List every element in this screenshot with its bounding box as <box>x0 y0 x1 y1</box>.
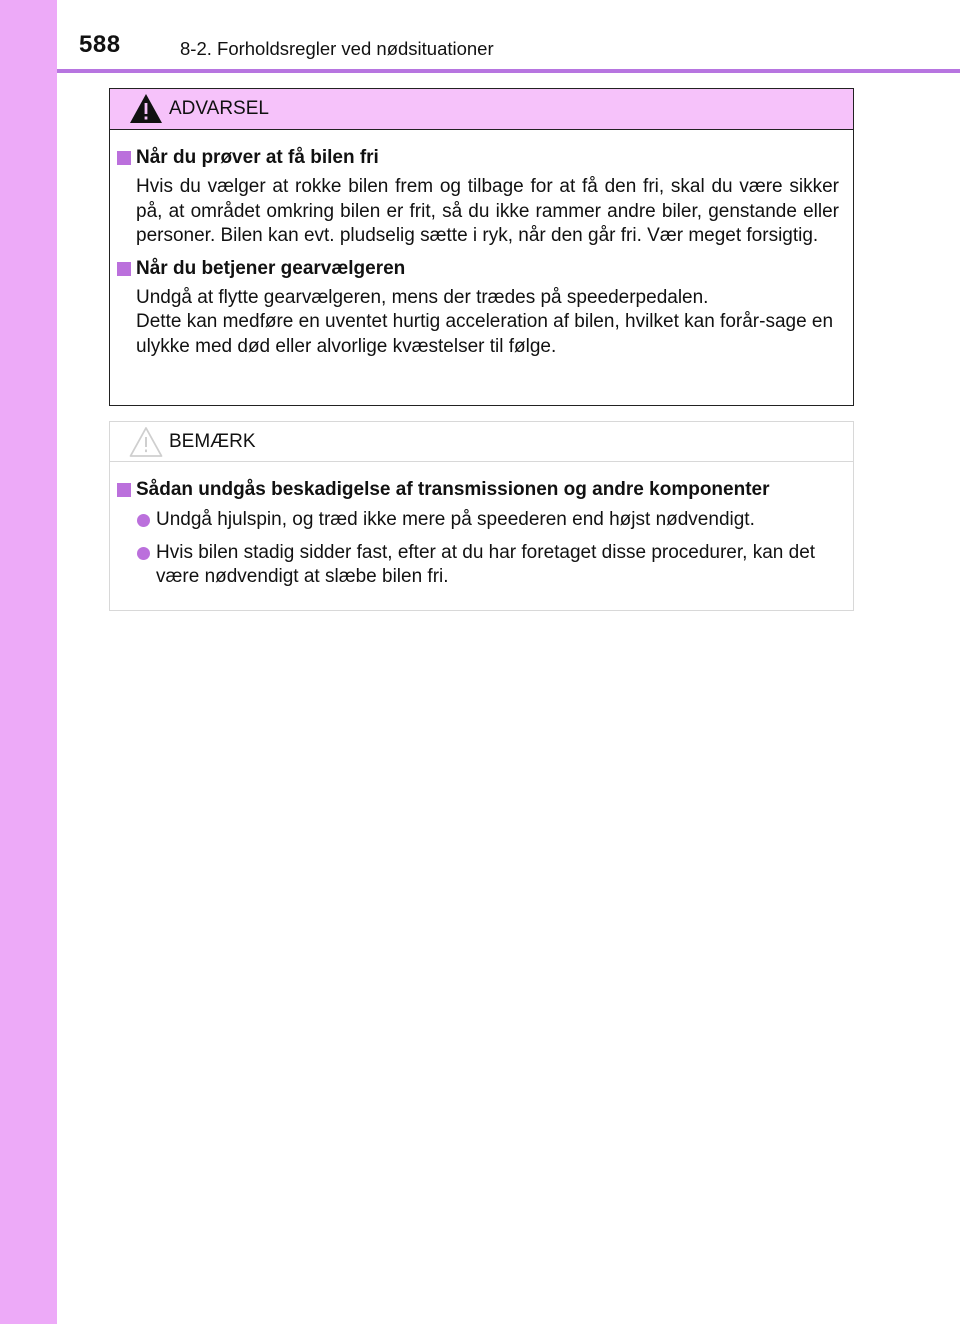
warning-item-text: Hvis du vælger at rokke bilen frem og tilbage for at få den fri, skal du være sikker på, at området omkring bilen er frit, så du ikke rammer andre biler, genstande eller personer. Bilen kan evt. pludselig sætte i ryk, når den går fri. Vær meget forsigtig. <box>136 176 839 246</box>
notice-heading-text: Sådan undgås beskadigelse af transmissionen og andre komponenter <box>136 479 770 500</box>
notice-box-header <box>110 422 853 462</box>
warning-item-heading-text: Når du betjener gearvælgeren <box>136 257 406 279</box>
warning-item-text: Undgå at flytte gearvælgeren, mens der trædes på speederpedalen. <box>136 286 709 308</box>
square-bullet-icon <box>117 262 131 276</box>
notice-box <box>109 421 854 611</box>
page-number: 588 <box>79 31 121 58</box>
notice-bullet-text: Hvis bilen stadig sidder fast, efter at du har foretaget disse procedurer, kan det være nødvendigt at slæbe bilen fri. <box>156 541 816 587</box>
warning-box <box>109 88 854 406</box>
caution-triangle-outline-icon <box>128 425 164 458</box>
notice-label: BEMÆRK <box>169 431 256 452</box>
warning-triangle-icon <box>128 92 164 125</box>
notice-bullet <box>137 508 839 533</box>
notice-body <box>110 462 853 590</box>
warning-label: ADVARSEL <box>169 98 269 119</box>
warning-item <box>117 147 839 249</box>
warning-box-header <box>110 89 853 130</box>
warning-body <box>110 130 853 359</box>
section-title: 8-2. Forholdsregler ved nødsituationer <box>180 38 494 59</box>
warning-item-heading <box>117 147 839 169</box>
notice-bullet-text: Undgå hjulspin, og træd ikke mere på speederen end højst nødvendigt. <box>156 509 755 530</box>
round-bullet-icon <box>137 547 150 560</box>
header-rule <box>57 69 960 73</box>
square-bullet-icon <box>117 151 131 165</box>
warning-item-heading-text: Når du prøver at få bilen fri <box>136 147 379 168</box>
warning-item <box>117 258 839 360</box>
notice-heading <box>117 479 839 501</box>
warning-item-text: Dette kan medføre en uventet hurtig acceleration af bilen, hvilket kan forår-sage en ulykke med død eller alvorlige kvæstelser til følge. <box>136 311 834 357</box>
round-bullet-icon <box>137 514 150 527</box>
notice-bullet <box>137 541 839 590</box>
warning-item-heading <box>117 258 839 280</box>
side-color-strip <box>0 0 57 1324</box>
square-bullet-icon <box>117 483 131 497</box>
